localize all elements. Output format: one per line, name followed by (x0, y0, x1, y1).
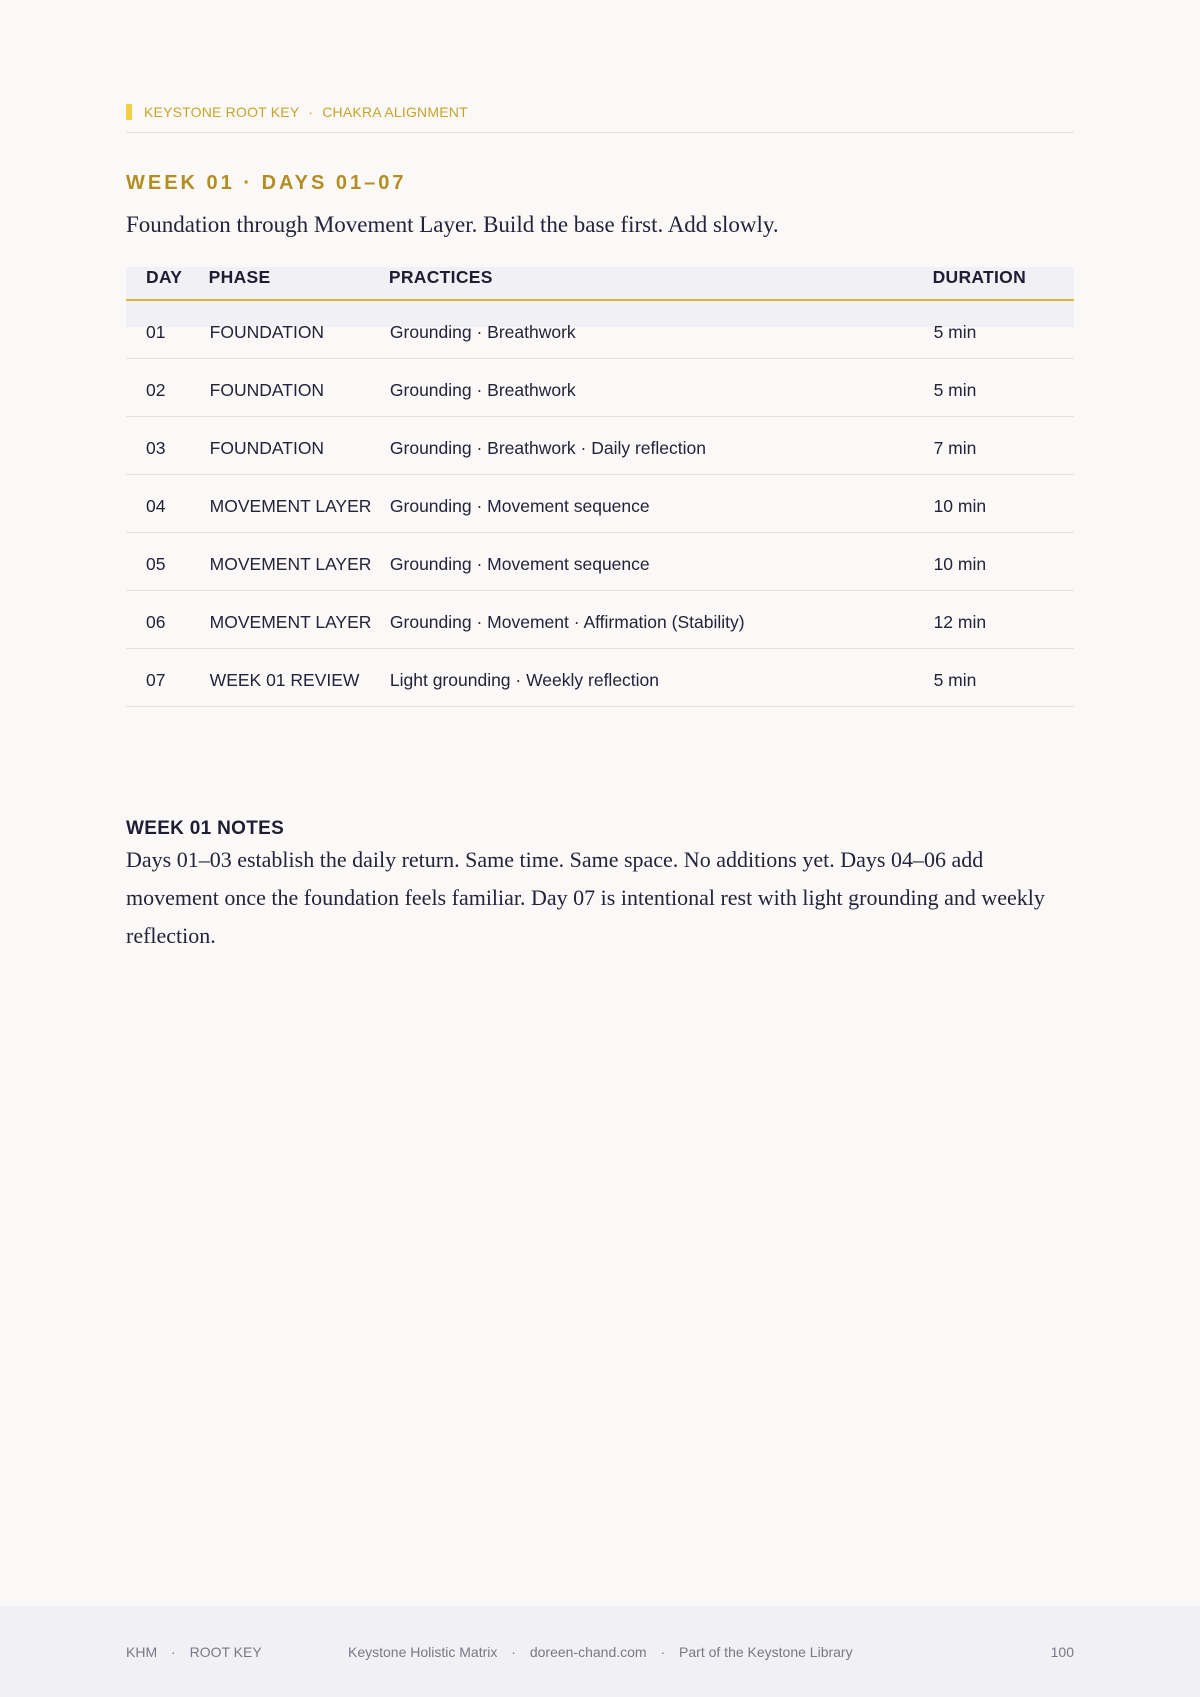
cell-practices: Grounding · Breathwork (389, 359, 933, 417)
footer-center (348, 1644, 853, 1660)
cell-practices: Grounding · Movement sequence (389, 533, 933, 591)
cell-day: 04 (126, 475, 209, 533)
cell-phase: WEEK 01 REVIEW (209, 649, 389, 707)
cell-duration: 7 min (933, 417, 1074, 475)
cell-duration: 12 min (933, 591, 1074, 649)
header-duration: DURATION (933, 267, 1074, 300)
footer-separator: · (171, 1644, 176, 1660)
page-number: 100 (1050, 1644, 1074, 1660)
running-head-separator: · (308, 104, 314, 120)
footer-matrix: Keystone Holistic Matrix (348, 1644, 498, 1660)
cell-duration: 5 min (933, 359, 1074, 417)
cell-duration: 5 min (933, 649, 1074, 707)
table-row (126, 417, 1074, 475)
running-head (126, 104, 1074, 133)
page-footer (0, 1606, 1200, 1697)
table-header (126, 267, 1074, 300)
table-row (126, 359, 1074, 417)
notes-body: Days 01–03 establish the daily return. Same time. Same space. No additions yet. Days 04–06 add movement once the foundation feels familiar. Day 07 is intentional rest with light grounding and weekly reflection. (126, 847, 1045, 948)
cell-day: 03 (126, 417, 209, 475)
cell-practices: Grounding · Breathwork (389, 300, 933, 359)
accent-bar (126, 104, 132, 120)
cell-day: 01 (126, 300, 209, 359)
footer-separator: · (660, 1644, 666, 1660)
cell-phase: FOUNDATION (209, 300, 389, 359)
cell-day: 02 (126, 359, 209, 417)
table-row (126, 649, 1074, 707)
header-phase: PHASE (209, 267, 389, 300)
table-row (126, 300, 1074, 359)
footer-separator: · (511, 1644, 516, 1660)
cell-phase: FOUNDATION (209, 359, 389, 417)
cell-practices: Grounding · Movement · Affirmation (Stability) (389, 591, 933, 649)
header-day: DAY (126, 267, 209, 300)
cell-practices: Light grounding · Weekly reflection (389, 649, 933, 707)
table-header-row (126, 267, 1074, 300)
footer-khm: KHM (126, 1644, 158, 1660)
table-row (126, 591, 1074, 649)
cell-practices: Grounding · Movement sequence (389, 475, 933, 533)
cell-day: 06 (126, 591, 209, 649)
cell-day: 07 (126, 649, 209, 707)
schedule-table (126, 267, 1074, 707)
footer-root-key: ROOT KEY (189, 1644, 262, 1660)
notes-heading: WEEK 01 NOTES (126, 818, 285, 839)
table-row (126, 533, 1074, 591)
cell-phase: MOVEMENT LAYER (209, 591, 389, 649)
header-practices: PRACTICES (389, 267, 933, 300)
table-body (126, 300, 1074, 707)
table-row (126, 475, 1074, 533)
subtitle: Foundation through Movement Layer. Build the base first. Add slowly. (126, 212, 779, 237)
cell-duration: 10 min (933, 533, 1074, 591)
cell-phase: MOVEMENT LAYER (209, 533, 389, 591)
running-head-left: KEYSTONE ROOT KEY (144, 104, 300, 120)
cell-phase: FOUNDATION (209, 417, 389, 475)
cell-practices: Grounding · Breathwork · Daily reflection (389, 417, 933, 475)
week-title: WEEK 01 · DAYS 01–07 (126, 172, 407, 194)
running-head-right: CHAKRA ALIGNMENT (322, 104, 468, 120)
footer-left (126, 1644, 262, 1660)
footer-website: doreen-chand.com (529, 1644, 647, 1660)
cell-day: 05 (126, 533, 209, 591)
cell-duration: 10 min (933, 475, 1074, 533)
cell-phase: MOVEMENT LAYER (209, 475, 389, 533)
footer-library: Part of the Keystone Library (679, 1644, 853, 1660)
cell-duration: 5 min (933, 300, 1074, 359)
